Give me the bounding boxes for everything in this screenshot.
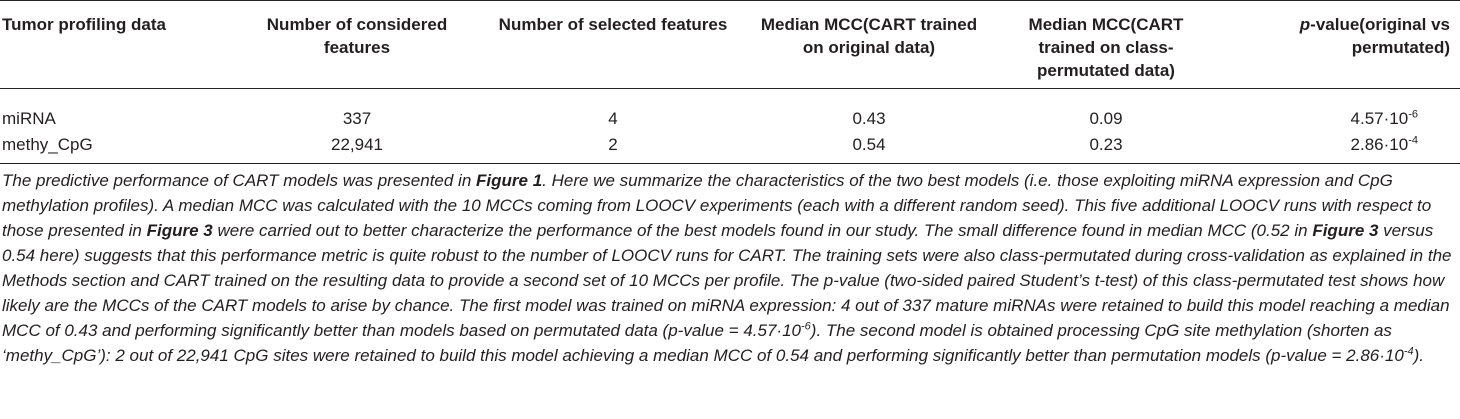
pvalue-base: 4.57·10 xyxy=(1350,108,1409,128)
header-mcc-original: Median MCC(CART trained on original data) xyxy=(760,15,978,57)
cell-considered: 337 xyxy=(342,108,372,128)
table-caption xyxy=(0,164,1460,368)
cell-pvalue xyxy=(1218,89,1460,132)
caption-exponent: -6 xyxy=(801,320,811,333)
cell-profile: methy_CpG xyxy=(2,134,93,154)
figure-reference: Figure 3 xyxy=(1312,221,1379,240)
header-pvalue-rest: -value(original vs permutated) xyxy=(1310,15,1450,57)
table-header-row xyxy=(0,1,1460,89)
header-mcc-permutated: Median MCC(CART trained on class-permutated data) xyxy=(1028,15,1184,80)
header-considered: Number of considered features xyxy=(266,15,448,57)
cell-profile: miRNA xyxy=(2,108,56,128)
cell-pvalue xyxy=(1218,131,1460,164)
caption-text: The predictive performance of CART models was presented in xyxy=(2,171,477,190)
header-profile: Tumor profiling data xyxy=(2,15,167,34)
figure-reference: Figure 3 xyxy=(146,221,213,240)
cell-mcc-original: 0.43 xyxy=(852,108,886,128)
pvalue-base: 2.86·10 xyxy=(1350,134,1409,154)
table-row xyxy=(0,89,1460,132)
caption-text: were carried out to better characterize the performance of the best models found in our study. The small difference found in median MCC (0.52 in xyxy=(212,221,1313,240)
cell-considered: 22,941 xyxy=(331,134,383,154)
pvalue-exponent: -4 xyxy=(1408,133,1418,146)
cell-selected: 2 xyxy=(608,134,618,154)
cell-mcc-permutated: 0.23 xyxy=(1089,134,1123,154)
header-pvalue-italic: p xyxy=(1299,15,1311,34)
caption-text: versus 0.54 here) suggests that this performance metric is quite robust to the number of LOOCV runs for CART. The training sets were also class-permutated during cross-validation as explained in the Methods section and CART trained on the resulting data to provide a second set of 10 MCCs per profile. The p-value (two-sided paired Student’s t-test) of this class-permutated test shows how likely are the MCCs of the CART models to arise by chance. The first model was trained on miRNA expression: 4 out of 337 mature miRNAs were retained to build this model reaching a median MCC of 0.43 and performing significantly better than models based on permutated data (p-value = 4.57·10 xyxy=(2,221,1452,340)
pvalue-exponent: -6 xyxy=(1408,107,1418,120)
caption-text: ). The second model is obtained processing CpG site methylation (shorten as ‘methy_CpG’): 2 out of 22,941 CpG sites were retained to build this model achieving a median MCC of 0.54 and performing significantly better than permutation models (p-value = 2.86·10 xyxy=(2,321,1404,365)
cell-mcc-original: 0.54 xyxy=(852,134,886,154)
cell-mcc-permutated: 0.09 xyxy=(1089,108,1123,128)
table-row xyxy=(0,131,1460,164)
caption-exponent: -4 xyxy=(1403,345,1414,358)
cell-selected: 4 xyxy=(608,108,618,128)
caption-text: ). xyxy=(1413,346,1425,365)
header-selected: Number of selected features xyxy=(498,15,728,34)
caption-text: . Here we summarize the characteristics of the two best models (i.e. those exploiting miRNA expression and CpG methylation profiles). A median MCC was calculated with the 10 MCCs coming from LOOCV experiments (each with a different random seed). This five additional LOOCV runs with respect to those presented in xyxy=(2,171,1432,240)
results-table xyxy=(0,0,1460,164)
figure-reference: Figure 1 xyxy=(476,171,543,190)
header-pvalue xyxy=(1218,1,1460,89)
